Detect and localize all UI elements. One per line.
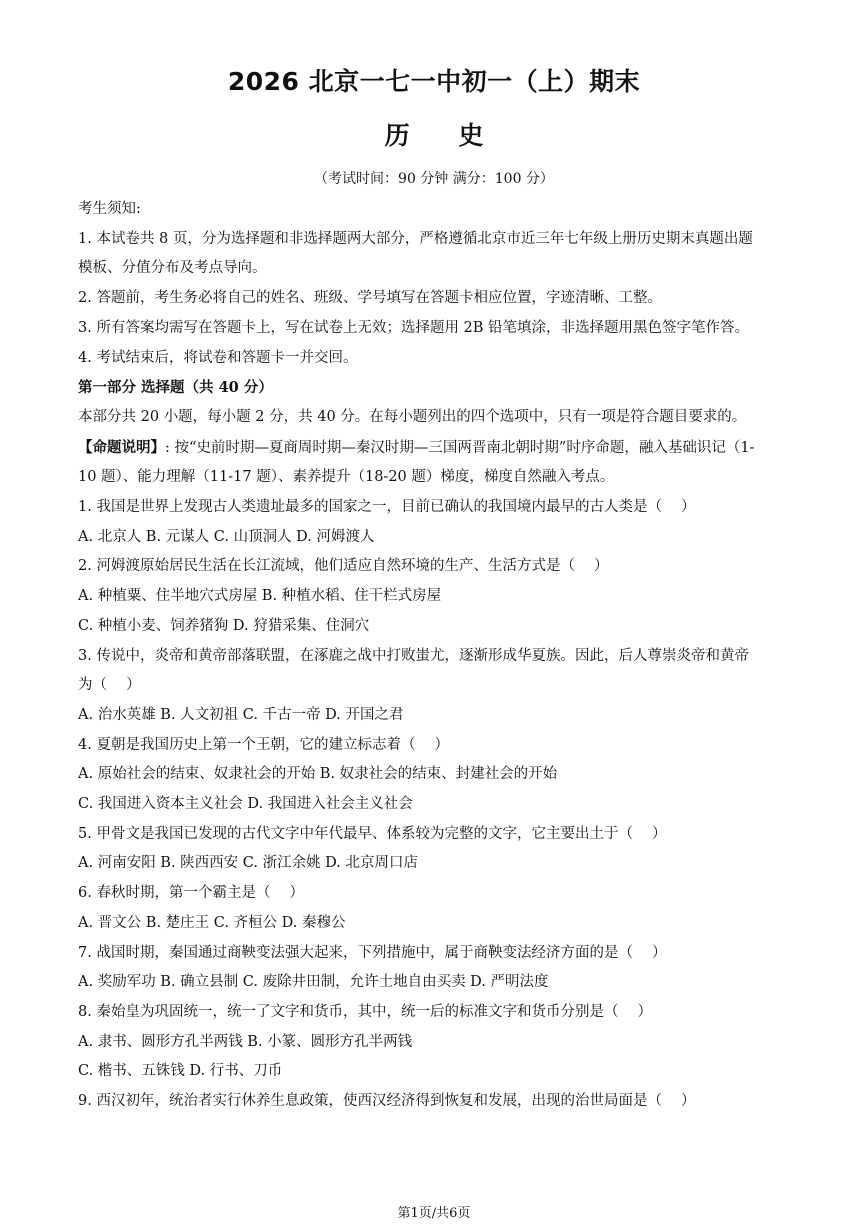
question-3-line-2: 为（ ）: [78, 677, 141, 694]
question-2-options-1: A. 种植粟、住半地穴式房屋 B. 种植水稻、住干栏式房屋: [78, 588, 442, 605]
question-4-options-2: C. 我国进入资本主义社会 D. 我国进入社会主义社会: [78, 796, 413, 813]
notice-heading: 考生须知:: [78, 201, 141, 217]
question-4-options-1: A. 原始社会的结束、奴隶社会的开始 B. 奴隶社会的结束、封建社会的开始: [78, 766, 558, 783]
question-5-options: A. 河南安阳 B. 陕西西安 C. 浙江余姚 D. 北京周口店: [78, 855, 419, 872]
question-1-options: A. 北京人 B. 元谋人 C. 山顶洞人 D. 河姆渡人: [78, 528, 375, 545]
question-8: 8. 秦始皇为巩固统一，统一了文字和货币，其中，统一后的标准文字和货币分别是（ ）: [78, 1003, 653, 1020]
subject-title: 历 史: [384, 121, 484, 150]
question-3-options: A. 治水英雄 B. 人文初祖 C. 千古一帝 D. 开国之君: [78, 706, 404, 723]
question-2: 2. 河姆渡原始居民生活在长江流域，他们适应自然环境的生产、生活方式是（ ）: [78, 558, 609, 575]
question-8-options-2: C. 楷书、五铢钱 D. 行书、刀币: [78, 1063, 283, 1080]
exam-info: （考试时间：90 分钟 满分：100 分）: [314, 171, 554, 187]
question-7: 7. 战国时期，秦国通过商鞅变法强大起来，下列措施中，属于商鞅变法经济方面的是（ ）: [78, 944, 667, 961]
question-4: 4. 夏朝是我国历史上第一个王朝，它的建立标志着（ ）: [78, 736, 450, 753]
question-9: 9. 西汉初年，统治者实行休养生息政策，使西汉经济得到恢复和发展，出现的治世局面是（ ）: [78, 1093, 696, 1110]
question-1: 1. 我国是世界上发现古人类遗址最多的国家之一，目前已确认的我国境内最早的古人类是（ ）: [78, 499, 696, 516]
page-title: 2026 北京一七一中初一（上）期末: [227, 67, 641, 96]
question-8-options-1: A. 隶书、圆形方孔半两钱 B. 小篆、圆形方孔半两钱: [78, 1033, 413, 1050]
question-6: 6. 春秋时期，第一个霸主是（ ）: [78, 885, 305, 902]
question-5: 5. 甲骨文是我国已发现的古代文字中年代最早、体系较为完整的文字，它主要出土于（ ）: [78, 825, 667, 842]
question-3-line-1: 3. 传说中，炎帝和黄帝部落联盟，在涿鹿之战中打败蚩尤，逐渐形成华夏族。因此，后人尊崇炎帝和黄帝: [78, 647, 749, 664]
page-footer: 第1页/共6页: [397, 1206, 471, 1221]
document-body: [78, 195, 794, 1117]
question-6-options: A. 晋文公 B. 楚庄王 C. 齐桓公 D. 秦穆公: [78, 914, 346, 931]
notice-item-2: 2. 答题前，考生务必将自己的姓名、班级、学号填写在答题卡相应位置，字迹清晰、工整。: [78, 290, 662, 307]
notice-item-1-line-1: 1. 本试卷共 8 页，分为选择题和非选择题两大部分，严格遵循北京市近三年七年级上册历史期末真题出题: [78, 230, 753, 247]
part1-heading: 第一部分 选择题（共 40 分）: [78, 379, 273, 397]
part1-note-line-1: [78, 433, 794, 464]
part1-intro: 本部分共 20 小题，每小题 2 分，共 40 分。在每小题列出的四个选项中，只有一项是符合题目要求的。: [78, 408, 747, 425]
question-7-options: A. 奖励军功 B. 确立县制 C. 废除井田制，允许土地自由买卖 D. 严明法度: [78, 974, 549, 991]
question-2-options-2: C. 种植小麦、饲养猪狗 D. 狩猎采集、住洞穴: [78, 617, 370, 634]
notice-item-4: 4. 考试结束后，将试卷和答题卡一并交回。: [78, 349, 358, 366]
part1-note-line-2: 10 题）、能力理解（11-17 题）、素养提升（18-20 题）梯度，梯度自然融入考点。: [78, 469, 615, 486]
notice-item-1-line-2: 模板、分值分布及考点导向。: [78, 260, 267, 277]
note-label: 【命题说明】: [78, 438, 165, 456]
notice-item-3: 3. 所有答案均需写在答题卡上，写在试卷上无效；选择题用 2B 铅笔填涂，非选择题用黑色签字笔作答。: [78, 319, 750, 336]
note-text: : 按“史前时期—夏商周时期—秦汉时期—三国两晋南北朝时期”时序命题，融入基础识记（1-: [165, 439, 755, 456]
